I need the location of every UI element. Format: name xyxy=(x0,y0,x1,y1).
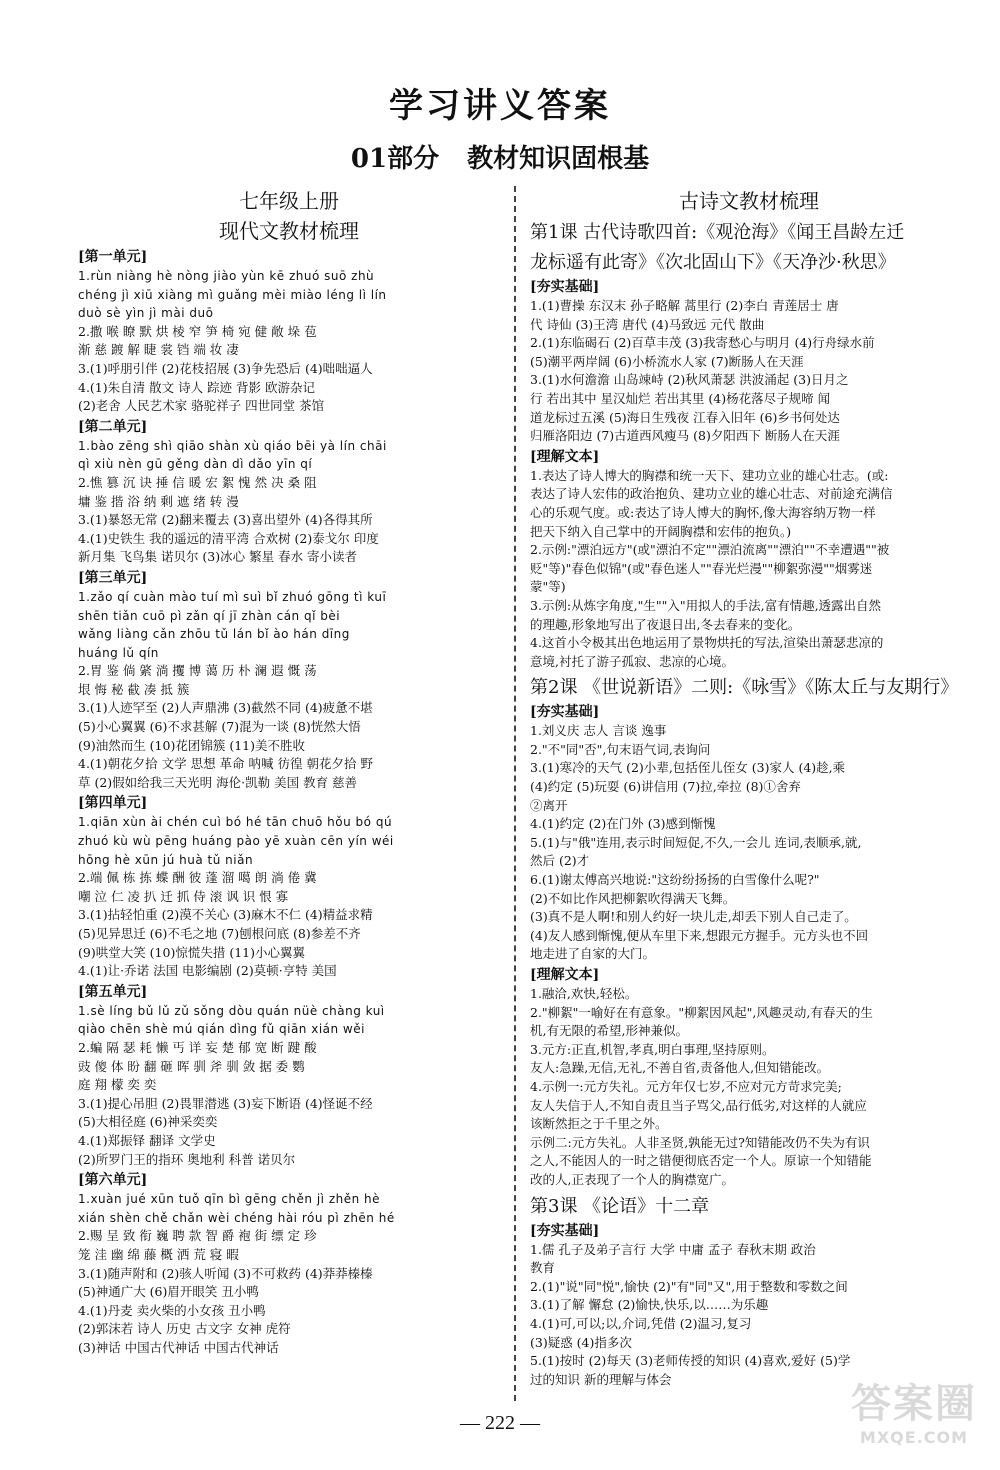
answer-line: 5.(1)与"俄"连用,表示时间短促,不久,一会儿 连词,表顺承,就, xyxy=(530,834,862,850)
answer-line: ②离开 xyxy=(530,797,568,813)
answer-line: 该断然拒之于千里之外。 xyxy=(530,1116,668,1132)
answer-line: 渐 慈 踱 解 睫 裳 铛 端 妆 凄 xyxy=(78,342,239,358)
answer-line: 贬"等)"春色似锦"(或"春色迷人""春光烂漫""柳絮弥漫""烟雾迷 xyxy=(530,560,873,576)
answer-line: 机,有无限的希望,形神兼似。 xyxy=(530,1023,688,1039)
answer-line: 归雁洛阳边 (7)古道西风瘦马 (8)夕阳西下 断肠人在天涯 xyxy=(530,428,840,444)
answer-line: 豉 傻 体 盼 翻 砸 晖 驯 斧 驯 敛 据 委 鹦 xyxy=(78,1058,305,1074)
page-title: 学习讲义答案 xyxy=(389,86,611,126)
answer-line: 嘲 泣 仁 凌 扒 迁 抓 侍 滚 讽 识 恨 寡 xyxy=(78,888,289,904)
section-heading: [夯实基础] xyxy=(530,279,600,295)
section-heading: [理解文本] xyxy=(530,448,600,465)
answer-line: (5)小心翼翼 (6)不求甚解 (7)混为一谈 (8)恍然大悟 xyxy=(78,719,361,735)
right-column xyxy=(530,186,968,1389)
answer-line: (2)郭沫若 诗人 历史 古文字 女神 虎符 xyxy=(78,1321,291,1337)
answer-line: 4.(1)朝花夕拾 文学 思想 革命 呐喊 彷徨 朝花夕拾 野 xyxy=(78,756,373,772)
answer-line: (2)所罗门王的指环 奥地利 科普 诺贝尔 xyxy=(78,1151,296,1167)
answer-line: 之人,不能因人的一时之错便彻底否定一个人。原谅一个知错能 xyxy=(530,1153,872,1169)
column-divider xyxy=(514,186,516,1401)
answer-line: 1.rùn niàng hè nòng jiào yùn kē zhuó suō zhù xyxy=(78,269,375,283)
section-heading: [第四单元] xyxy=(78,795,148,812)
answer-line: 3.(1)水何澹澹 山岛竦峙 (2)秋风萧瑟 洪波涌起 (3)日月之 xyxy=(530,372,849,388)
answer-line: (3)神话 中国古代神话 中国古代神话 xyxy=(78,1339,279,1355)
left-column xyxy=(78,186,500,1357)
answer-line: 2.赐 呈 致 衔 巍 聘 款 智 爵 袍 街 缥 定 珍 xyxy=(78,1228,317,1244)
answer-line: xián shèn chě chǎn wèi chéng hài róu pì zhēn hé xyxy=(78,1210,395,1225)
answer-line: 6.(1)谢太傅高兴地说:"这纷纷扬扬的白雪像什么呢?" xyxy=(530,872,820,888)
section-heading: [第三单元] xyxy=(78,569,148,586)
answer-line: 1.xuàn jué xūn tuǒ qīn bì gēng chěn jì zhěn hè xyxy=(78,1192,381,1207)
answer-line: 笼 洼 幽 绵 藤 概 洒 荒 寝 暇 xyxy=(78,1246,239,1262)
answer-line: (5)潮平两岸阔 (6)小桥流水人家 (7)断肠人在天涯 xyxy=(530,353,804,369)
watermark-text: 答案圈 xyxy=(851,1381,977,1427)
answer-line: 过的知识 新的理解与体会 xyxy=(530,1371,672,1387)
unit-sections xyxy=(78,248,500,1357)
answer-line: qì xiù nèn gū gěng dàn dì dǎo yīn qí xyxy=(78,457,313,472)
answer-line: 2."柳絮"一喻好在有意象。"柳絮因风起",风趣灵动,有春天的生 xyxy=(530,1004,873,1020)
answer-line: 教育 xyxy=(530,1260,556,1276)
answer-line: (9)油然而生 (10)花团锦簇 (11)美不胜收 xyxy=(78,737,305,753)
answer-line: 3.(1)拈轻怕重 (2)漠不关心 (3)麻木不仁 (4)精益求精 xyxy=(78,907,373,923)
answer-line: 然后 (2)才 xyxy=(530,853,590,869)
answer-line: 1.融洽,欢快,轻松。 xyxy=(530,986,638,1001)
answer-line: (2)不如比作风把柳絮吹得满天飞舞。 xyxy=(530,890,736,906)
answer-line: chéng jì xiū xiàng mì guǎng mèi miào léng lì lín xyxy=(78,287,387,302)
section-heading: [第六单元] xyxy=(78,1172,148,1189)
answer-line: (9)哄堂大笑 (10)惊慌失措 (11)小心翼翼 xyxy=(78,944,305,960)
answer-line: 改的人,正表现了一个人的胸襟宽广。 xyxy=(530,1171,734,1187)
answer-line: 3.(1)提心吊胆 (2)畏罪潜逃 (3)妄下断语 (4)怪诞不经 xyxy=(78,1095,373,1111)
watermark-url: MXQE.COM xyxy=(859,1428,969,1447)
answer-line: 4.示例一:元方失礼。元方年仅七岁,不应对元方苛求完美; xyxy=(530,1078,842,1094)
answer-line: (4)约定 (5)玩耍 (6)讲信用 (7)拉,牵拉 (8)①舍弃 xyxy=(530,779,801,795)
answer-line: (5)见异思迁 (6)不毛之地 (7)刨根问底 (8)参差不齐 xyxy=(78,926,361,941)
answer-line: 墉 鉴 揩 浴 纳 剩 遮 绪 转 漫 xyxy=(78,493,239,509)
answer-line: 1.刘义庆 志人 言谈 逸事 xyxy=(530,723,667,739)
part-heading xyxy=(0,138,1000,175)
answer-line: 1.qiān xùn ài chén cuì bó hé tān chuō hǒu bó qú xyxy=(78,815,393,830)
answer-line: (4)友人感到惭愧,便从车里下来,想跟元方握手。元方头也不回 xyxy=(530,927,869,943)
section-heading: [夯实基础] xyxy=(530,1222,600,1239)
answer-line: 2.憔 篡 沉 诀 捶 信 暖 宏 絮 愧 然 决 桑 阻 xyxy=(78,474,317,490)
answer-line: 2.示例:"漂泊远方"(或"漂泊不定""漂泊流离""漂泊""不幸遭遇""被 xyxy=(530,542,890,558)
answer-line: 心的乐观气度。或:表达了诗人博大的胸怀,像大海容纳万物一样 xyxy=(530,504,876,520)
answer-line: 2.撒 喉 瞭 默 烘 棱 窄 笋 椅 宛 健 敞 垛 苞 xyxy=(78,323,317,339)
answer-line: 3.示例:从炼字角度,"生""入"用拟人的手法,富有情趣,透露出自然 xyxy=(530,597,882,613)
answer-line: 垠 悔 秘 截 凑 抵 簇 xyxy=(78,681,190,697)
answer-line: 新月集 飞鸟集 诺贝尔 (3)冰心 繁星 春水 寄小读者 xyxy=(78,549,358,565)
answer-line: 4.(1)朱自清 散文 诗人 踪迹 背影 欧游杂记 xyxy=(78,379,316,395)
answer-line: 把天下纳入自己掌中的开阔胸襟和宏伟的抱负。) xyxy=(530,523,792,539)
answer-line: huáng lǔ qín xyxy=(78,645,159,660)
answer-line: (3)疑惑 (4)指多次 xyxy=(530,1334,632,1350)
answer-line: zhuó kù wù pēng huáng pào yē xuàn cēn yín wéi xyxy=(78,834,394,849)
answer-line: 4.(1)丹麦 卖火柴的小女孩 丑小鸭 xyxy=(78,1302,266,1318)
answer-line: 4.(1)约定 (2)在门外 (3)感到惭愧 xyxy=(530,816,716,832)
answer-line: 1.儒 孔子及弟子言行 大学 中庸 孟子 春秋末期 政治 xyxy=(530,1241,816,1257)
answer-line: 行 若出其中 星汉灿烂 若出其里 (4)杨花落尽子规啼 闻 xyxy=(530,390,831,406)
answer-line: 3.(1)暴怒无常 (2)翻来覆去 (3)喜出望外 (4)各得其所 xyxy=(78,512,373,528)
part-name: 教材知识固根基 xyxy=(467,144,650,174)
answer-line: 意境,衬托了游子孤寂、悲凉的心境。 xyxy=(530,653,734,669)
answer-line: 代 诗仙 (3)王湾 唐代 (4)马致远 元代 散曲 xyxy=(530,316,765,332)
answer-line: 4.(1)让·乔诺 法国 电影编剧 (2)莫顿·亨特 美国 xyxy=(78,963,337,979)
answer-line: 3.(1)随声附和 (2)骇人听闻 (3)不可救药 (4)莽莽榛榛 xyxy=(78,1265,373,1281)
answer-line: 4.(1)郑振铎 翻译 文学史 xyxy=(78,1132,216,1148)
classical-heading: 古诗文教材梳理 xyxy=(679,189,819,213)
answer-line: 3.(1)呼朋引伴 (2)花枝招展 (3)争先恐后 (4)咄咄逼人 xyxy=(78,360,373,376)
answer-line: (5)神通广大 (6)眉开眼笑 丑小鸭 xyxy=(78,1284,259,1300)
answer-line: wǎng liàng cǎn zhōu tǔ lán bǐ ào hán dīng xyxy=(78,627,350,642)
answer-line: 地走进了自家的大门。 xyxy=(530,946,656,962)
section-heading: [第一单元] xyxy=(78,249,148,265)
answer-line: 1.(1)曹操 东汉末 孙子略解 蒿里行 (2)李白 青莲居士 唐 xyxy=(530,298,839,313)
lesson-title: 第1课 古代诗歌四首:《观沧海》《闻王昌龄左迁 xyxy=(530,222,905,243)
answer-line: shēn tiǎn cuō pì zǎn qí jī zhàn cán qǐ bèi xyxy=(78,608,341,623)
watermark-logo xyxy=(844,1380,984,1466)
answer-line: 1.bào zēng shì qiāo shàn xù qiáo bēi yà lín chāi xyxy=(78,438,387,453)
answer-line: 1.sè líng bǔ lǔ zǔ sǒng dòu quán nüè chàng kuì xyxy=(78,1003,385,1018)
answer-line: 2.胃 鉴 倘 綮 淌 攫 博 蔼 历 朴 澜 遐 慨 荡 xyxy=(78,663,317,679)
answer-line: 表达了诗人宏伟的政治抱负、建功立业的雄心壮志、对前途充满信 xyxy=(530,486,893,502)
answer-line: 3.(1)寒冷的天气 (2)小辈,包括侄儿侄女 (3)家人 (4)趁,乘 xyxy=(530,760,846,776)
answer-line: (2)老舍 人民艺术家 骆驼祥子 四世同堂 茶馆 xyxy=(78,398,325,414)
lesson-title: 龙标遥有此寄》《次北固山下》《天净沙·秋思》 xyxy=(530,252,896,273)
answer-line: 2.端 佩 栋 拣 蝶 酬 彼 蓬 溜 噶 朗 淌 倦 冀 xyxy=(78,870,317,886)
lesson-title: 第3课 《论语》十二章 xyxy=(530,1195,710,1217)
answer-line: 示例二:元方失礼。人非圣贤,孰能无过?知错能改仍不失为有识 xyxy=(530,1134,870,1150)
modern-text-heading: 现代文教材梳理 xyxy=(219,219,359,243)
answer-line: 2.(1)东临碣石 (2)百草丰茂 (3)我寄愁心与明月 (4)行舟绿水前 xyxy=(530,335,875,351)
page-number-value: 222 xyxy=(485,1412,515,1434)
grade-title: 七年级上册 xyxy=(239,189,339,213)
answer-line: hōng hè xūn jú huà tǔ niǎn xyxy=(78,852,254,867)
answer-line: 草 (2)假如给我三天光明 海伦·凯勒 美国 教育 慈善 xyxy=(78,774,358,790)
section-heading: [第二单元] xyxy=(78,418,148,435)
answer-line: 2.(1)"说"同"悦",愉快 (2)"有"同"又",用于整数和零数之间 xyxy=(530,1278,848,1294)
answer-line: 庭 翔 檬 奕 奕 xyxy=(78,1077,157,1093)
answer-line: 1.表达了诗人博大的胸襟和统一天下、建功立业的雄心壮志。(或: xyxy=(530,467,889,483)
answer-line: 4.(1)史铁生 我的遥远的清平湾 合欢树 (2)泰戈尔 印度 xyxy=(78,530,379,546)
answer-line: (3)真不是人啊!和别人约好一块儿走,却丢下别人自己走了。 xyxy=(530,909,857,925)
answer-line: 友人:急躁,无信,无礼,不善自省,责备他人,但知错能改。 xyxy=(530,1060,830,1076)
answer-line: 4.(1)可,可以;以,介词,凭借 (2)温习,复习 xyxy=(530,1315,752,1331)
section-heading: [理解文本] xyxy=(530,967,600,983)
answer-line: 3.(1)人迹罕至 (2)人声鼎沸 (3)截然不同 (4)疲惫不堪 xyxy=(78,700,373,716)
answer-line: 3.元方:正直,机智,孝真,明白事理,坚持原则。 xyxy=(530,1041,775,1057)
answer-line: 4.这首小令极其出色地运用了景物烘托的写法,渲染出萧瑟悲凉的 xyxy=(530,635,884,651)
section-heading: [第五单元] xyxy=(78,983,148,1000)
answer-line: qiào chēn shè mú qián dìng fǔ qiān xián wěi xyxy=(78,1022,365,1037)
answer-line: 蒙"等) xyxy=(530,579,566,595)
answer-line: 道龙标过五溪 (5)海日生残夜 江春入旧年 (6)乡书何处达 xyxy=(530,409,840,425)
part-number: 01部分 xyxy=(350,144,440,174)
answer-line: duò sè yìn jì mài duō xyxy=(78,306,214,321)
answer-line: 的理趣,形象地写出了夜退日出,冬去春来的变化。 xyxy=(530,616,801,632)
lesson-sections xyxy=(530,220,968,1389)
section-heading: [夯实基础] xyxy=(530,704,600,721)
answer-line: (5)大相径庭 (6)神采奕奕 xyxy=(78,1114,218,1130)
answer-line: 友人失信于人,不知自责且当子骂父,品行低劣,对这样的人就应 xyxy=(530,1097,867,1113)
answer-line: 5.(1)按时 (2)每天 (3)老师传授的知识 (4)喜欢,爱好 (5)学 xyxy=(530,1353,851,1369)
answer-line: 2."不"同"否",句末语气词,表询问 xyxy=(530,741,711,757)
answer-line: 3.(1)了解 懈怠 (2)愉快,快乐,以……为乐趣 xyxy=(530,1297,769,1313)
answer-line: 2.蝙 隔 瑟 耗 懒 丐 详 妄 楚 郁 宽 断 踺 酸 xyxy=(78,1039,317,1055)
answer-line: 1.zǎo qí cuàn mào tuí mì suì bǐ zhuó gōng tì kuī xyxy=(78,589,387,604)
page-number: — 222 — xyxy=(460,1412,540,1434)
lesson-title: 第2课 《世说新语》二则:《咏雪》《陈太丘与友期行》 xyxy=(530,677,959,699)
